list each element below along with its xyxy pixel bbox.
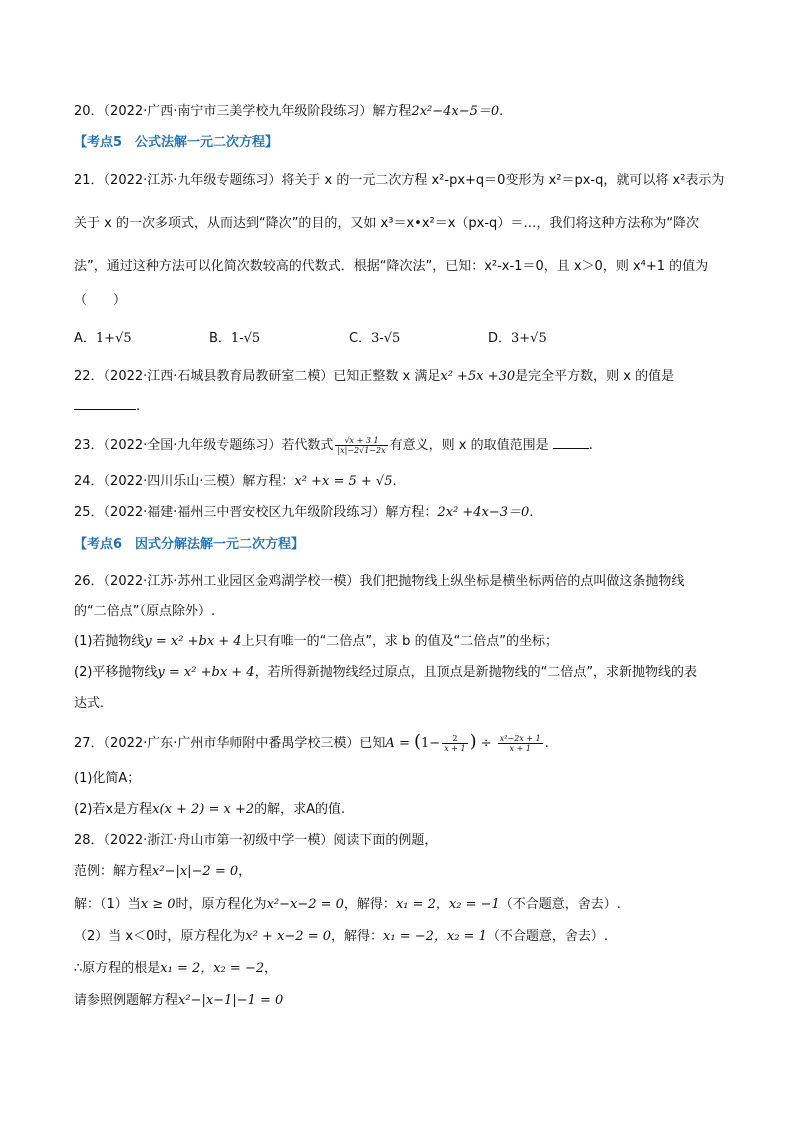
solution-text: 解：（1）当 <box>74 897 141 912</box>
part-label: (1)若抛物线 <box>74 634 145 649</box>
question-23 <box>74 436 593 455</box>
section-heading-5: 【考点5 公式法解一元二次方程】 <box>74 135 279 150</box>
question-text: 阅读下面的例题， <box>333 833 438 848</box>
option-a <box>74 330 132 348</box>
question-number: 25． <box>74 505 104 520</box>
solution-text: 时，原方程化为 <box>175 897 267 912</box>
solution-text: （不合题意，舍去）. <box>499 897 621 912</box>
question-28 <box>74 832 437 850</box>
question-24 <box>74 473 397 491</box>
denominator: x + 1 <box>444 744 466 753</box>
question-prompt: 解方程 <box>372 104 412 119</box>
divide-sign: ÷ <box>480 736 492 751</box>
example-line <box>74 863 251 881</box>
option-letter: C． <box>349 331 372 346</box>
question-text: 请参照例题解方程 <box>74 993 179 1008</box>
condition: x ≥ 0 <box>140 897 176 912</box>
equation: x² +5x +30 <box>440 369 516 384</box>
equation: 2x² +4x−3＝0 <box>437 505 530 520</box>
roots: x₁ = −2，x₂ = 1 <box>383 929 487 944</box>
question-26-part-2-cont: 达式． <box>74 696 114 711</box>
question-source: （2022·广东·广州市华师附中番禺学校三模） <box>103 736 360 751</box>
question-21-line-4: （ ） <box>74 293 127 308</box>
question-22 <box>74 368 674 386</box>
question-text: ，若所得新抛物线经过原点，且顶点是新抛物线的“二倍点”，求新抛物线的表 <box>254 665 698 680</box>
equation: x²−|x−1|−1 = 0 <box>178 993 284 1008</box>
period: . <box>136 399 141 414</box>
denominator: |x|−2√1−2x <box>337 446 386 455</box>
numerator: √x + 3 1 <box>335 436 387 446</box>
question-number: 28． <box>74 833 104 848</box>
question-26-part-1 <box>74 633 558 651</box>
section-heading-6: 【考点6 因式分解法解一元二次方程】 <box>74 537 305 552</box>
solution-text: ∴原方程的根是 <box>74 961 161 976</box>
answer-blank[interactable] <box>553 436 589 449</box>
answer-blank[interactable] <box>74 397 136 410</box>
question-text: 上只有唯一的“二倍点”，求 b 的值及“二倍点”的坐标； <box>241 634 559 649</box>
roots: x₁ = 2，x₂ = −1 <box>395 897 500 912</box>
question-22-answer-line <box>74 397 140 416</box>
question-number: 24． <box>74 474 104 489</box>
option-letter: D． <box>488 331 512 346</box>
question-25 <box>74 504 533 522</box>
punctuation: ， <box>264 961 278 976</box>
equation: x² + x−2 = 0 <box>245 929 331 944</box>
question-text: 有意义，则 x 的取值范围是 <box>389 438 549 453</box>
question-21-line-1: 21．（2022·江苏·九年级专题练习）将关于 x 的一元二次方程 x²-px+q＝0变形为 x²＝px-q，就可以将 x²表示为 <box>74 173 725 188</box>
question-source: （2022·广西·南宁市三美学校九年级阶段练习） <box>103 104 373 119</box>
equation: x²−|x|−2 = 0 <box>152 864 239 879</box>
punctuation: ， <box>238 864 252 879</box>
question-source: （2022·四川乐山·三模） <box>103 474 243 489</box>
fraction <box>498 734 543 753</box>
period: . <box>588 438 593 453</box>
option-d <box>488 330 547 348</box>
question-27-part-2 <box>74 801 345 819</box>
equation: x²−x−2 = 0 <box>266 897 344 912</box>
question-number: 23． <box>74 438 104 453</box>
term: 1− <box>421 736 441 751</box>
question-source: （2022·江西·石城县教育局教研室二模） <box>103 369 334 384</box>
solution-text: （2）当 x＜0时，原方程化为 <box>74 929 246 944</box>
question-text: 若代数式 <box>281 438 334 453</box>
roots: x₁ = 2，x₂ = −2 <box>160 961 265 976</box>
equation: 2x²−4x−5＝0 <box>411 104 500 119</box>
question-text: 的解，求A的值. <box>254 802 346 817</box>
question-prompt: 解方程： <box>385 505 438 520</box>
equation-lhs: A = <box>385 736 410 751</box>
question-26-part-2 <box>74 664 697 682</box>
part-label: (2)平移抛物线 <box>74 665 158 680</box>
option-value: 1-√5 <box>230 331 261 346</box>
equation: x(x + 2) = x +2 <box>152 802 255 817</box>
option-letter: A． <box>74 331 96 346</box>
question-27-part-1: (1)化简A； <box>74 771 141 786</box>
solution-conclusion <box>74 960 277 978</box>
question-21-line-2: 关于 x 的一次多项式，从而达到“降次”的目的，又如 x³＝x•x²＝x（px-q）＝…，我们将这种方法称为“降次 <box>74 216 700 231</box>
option-value: 1+√5 <box>95 331 132 346</box>
question-27 <box>74 733 549 753</box>
example-label: 范例：解方程 <box>74 864 153 879</box>
question-28-task <box>74 992 283 1010</box>
period: . <box>499 104 504 119</box>
option-c <box>349 330 400 348</box>
option-b <box>209 330 260 348</box>
solution-text: （不合题意，舍去）. <box>486 929 608 944</box>
solution-case-1 <box>74 896 621 914</box>
option-value: 3+√5 <box>511 331 547 346</box>
question-text: 是完全平方数，则 x 的值是 <box>515 369 675 384</box>
equation: y = x² +bx + 4 <box>157 665 255 680</box>
question-number: 27． <box>74 736 104 751</box>
question-source: （2022·福建·福州三中晋安校区九年级阶段练习） <box>103 505 386 520</box>
question-number: 20． <box>74 104 104 119</box>
question-number: 22． <box>74 369 104 384</box>
question-text: 已知正整数 x 满足 <box>333 369 441 384</box>
period: . <box>529 505 534 520</box>
period: . <box>392 474 397 489</box>
equation: x² +x = 5 + √5 <box>294 474 393 489</box>
part-label: (2)若x是方程 <box>74 802 153 817</box>
paren-close: ) <box>469 731 477 752</box>
solution-case-2 <box>74 928 608 946</box>
question-source: （2022·全国·九年级专题练习） <box>103 438 282 453</box>
question-21-line-3: 法”，通过这种方法可以化简次数较高的代数式．根据“降次法”，已知：x²-x-1＝0，且 x＞0，则 x⁴+1 的值为 <box>74 259 709 274</box>
period: . <box>544 736 549 751</box>
option-letter: B． <box>209 331 231 346</box>
denominator: x + 1 <box>509 744 531 753</box>
question-source: （2022·浙江·舟山市第一初级中学一模） <box>103 833 334 848</box>
fraction <box>335 436 387 455</box>
question-26-line-1: 26．（2022·江苏·苏州工业园区金鸡湖学校一模）我们把抛物线上纵坐标是横坐标两倍的点叫做这条抛物线 <box>74 574 685 589</box>
numerator: 2 <box>442 734 467 744</box>
question-prompt: 解方程： <box>242 474 295 489</box>
solution-text: ，解得： <box>331 929 384 944</box>
paren-open: ( <box>413 731 422 752</box>
fraction <box>442 734 467 753</box>
equation: y = x² +bx + 4 <box>144 634 242 649</box>
question-26-line-2: 的“二倍点”（原点除外）. <box>74 604 216 619</box>
question-20 <box>74 103 503 121</box>
numerator: x²−2x + 1 <box>499 734 541 743</box>
question-text: 已知 <box>359 736 386 751</box>
option-value: 3-√5 <box>371 331 401 346</box>
solution-text: ，解得： <box>343 897 396 912</box>
